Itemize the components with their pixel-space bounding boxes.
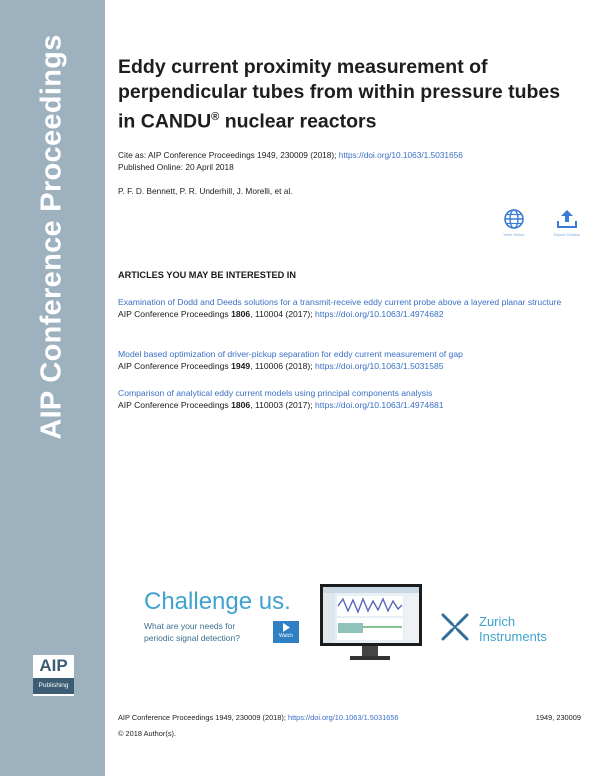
monitor-illustration [320, 584, 422, 646]
article-title: Eddy current proximity measurement of perpendicular tubes from within pressure tubes in CANDU® nuclear reactors [118, 56, 561, 133]
view-online-button[interactable] [494, 208, 534, 237]
related-article [118, 296, 588, 320]
related-article-title[interactable]: Examination of Dodd and Deeds solutions for a transmit-receive eddy current probe above a layered planar structure [118, 297, 562, 307]
related-article-doi-link[interactable]: https://doi.org/10.1063/1.5031585 [315, 361, 444, 371]
footer-doi-link[interactable]: https://doi.org/10.1063/1.5031656 [287, 713, 399, 722]
advertisement-banner[interactable] [124, 566, 580, 662]
ad-brand: Zurich Instruments [479, 614, 547, 644]
journal-name: AIP Conference Proceedings [35, 34, 68, 440]
related-article [118, 387, 588, 411]
logo-subtext: Publishing [33, 678, 74, 694]
globe-icon [503, 208, 525, 230]
logo-text: AIP [39, 656, 68, 675]
related-article-doi-link[interactable]: https://doi.org/10.1063/1.4974682 [315, 309, 444, 319]
upload-icon [556, 208, 578, 230]
zurich-instruments-logo-icon [440, 612, 470, 642]
play-icon [281, 623, 291, 632]
related-article-title[interactable]: Comparison of analytical eddy current models using principal components analysis [118, 388, 433, 398]
aip-publishing-logo[interactable] [33, 655, 74, 696]
related-article-citation: AIP Conference Proceedings 1806, 110003 (2017); https://doi.org/10.1063/1.4974681 [118, 400, 444, 410]
related-articles-heading: ARTICLES YOU MAY BE INTERESTED IN [118, 270, 296, 280]
related-article-citation: AIP Conference Proceedings 1806, 110004 (2017); https://doi.org/10.1063/1.4974682 [118, 309, 444, 319]
related-article-citation: AIP Conference Proceedings 1949, 110006 (2018); https://doi.org/10.1063/1.5031585 [118, 361, 444, 371]
citation-doi-link[interactable]: https://doi.org/10.1063/1.5031656 [338, 150, 463, 160]
export-citation-button[interactable] [547, 208, 587, 237]
footer-citation: AIP Conference Proceedings 1949, 230009 (2018); https://doi.org/10.1063/1.5031656 [118, 713, 399, 722]
export-citation-label: Export Citation [553, 232, 581, 237]
sidebar [0, 0, 105, 776]
citation: Cite as: AIP Conference Proceedings 1949, 230009 (2018); https://doi.org/10.1063/1.5031656 [118, 150, 463, 160]
published-date: Published Online: 20 April 2018 [118, 162, 234, 172]
ad-question: What are your needs for periodic signal detection? [144, 621, 240, 643]
copyright: © 2018 Author(s). [118, 729, 177, 738]
related-article-doi-link[interactable]: https://doi.org/10.1063/1.4974681 [315, 400, 444, 410]
ad-headline: Challenge us. [144, 588, 291, 615]
footer-page-id: 1949, 230009 [535, 713, 581, 722]
related-article-title[interactable]: Model based optimization of driver-pickup separation for eddy current measurement of gap [118, 349, 463, 359]
software-screenshot [323, 587, 419, 643]
authors[interactable]: P. F. D. Bennett, P. R. Underhill, J. Morelli, et al. [118, 186, 293, 196]
watch-button[interactable]: Watch [273, 621, 299, 643]
related-article [118, 348, 588, 372]
view-online-label: View Online [503, 232, 525, 237]
